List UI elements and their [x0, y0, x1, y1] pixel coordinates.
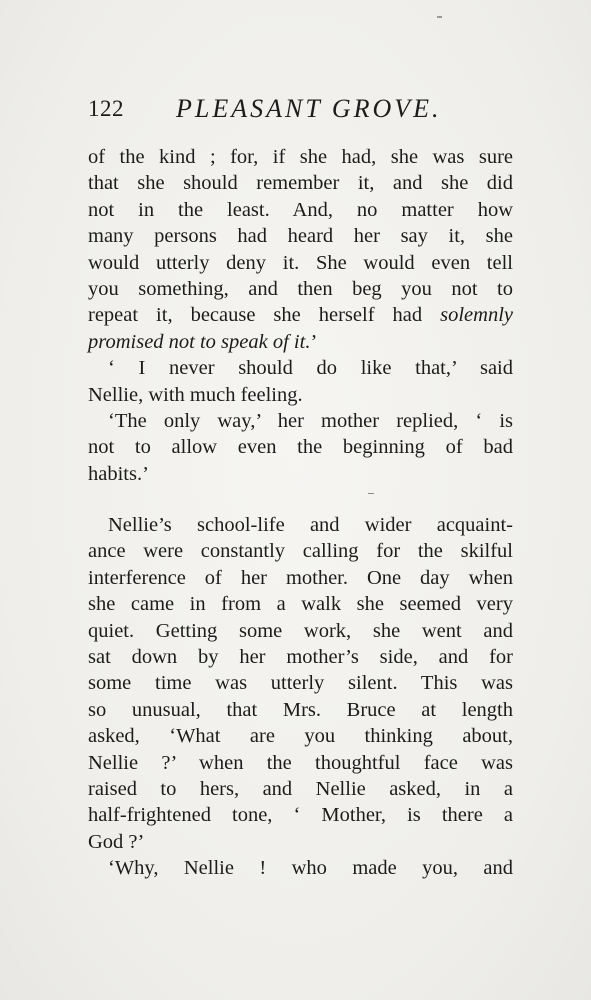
text-line-with-emphasis — [88, 302, 513, 328]
section-break-mark — [368, 493, 374, 494]
text-line: ‘Why, Nellie ! who made you, and — [108, 857, 513, 880]
text-line: ‘The only way,’ her mother replied, ‘ is — [108, 409, 513, 432]
emphasized-text: solemnly — [440, 304, 513, 327]
print-speck — [437, 16, 442, 18]
emphasized-text: promised not to speak of it. — [88, 330, 311, 353]
text-line: Nellie, with much feeling. — [88, 383, 303, 406]
text-line-emphasis — [88, 329, 513, 355]
text-line: interference of her mother. One day when — [88, 566, 513, 589]
text-line: ance were constantly calling for the skilful — [88, 540, 513, 563]
body-text-upper — [88, 144, 513, 487]
text-fragment: repeat it, because she herself had — [88, 304, 423, 327]
text-line: raised to hers, and Nellie asked, in a — [88, 777, 513, 800]
text-line: she came in from a walk she seemed very — [88, 593, 513, 616]
running-head — [88, 94, 528, 128]
text-line: that she should remember it, and she did — [88, 172, 513, 195]
text-line: some time was utterly silent. This was — [88, 672, 513, 695]
page-title: PLEASANT GROVE. — [176, 94, 442, 123]
text-line: Nellie ?’ when the thoughtful face was — [88, 751, 513, 774]
text-line: not to allow even the beginning of bad — [88, 436, 513, 459]
text-line: many persons had heard her say it, she — [88, 225, 513, 248]
page-number: 122 — [88, 96, 124, 121]
text-line: would utterly deny it. She would even tell — [88, 251, 513, 274]
text-line: not in the least. And, no matter how — [88, 198, 513, 221]
text-line: Nellie’s school-life and wider acquaint- — [108, 514, 513, 536]
body-text-lower — [88, 512, 513, 881]
text-line: half-frightened tone, ‘ Mother, is there a — [88, 804, 513, 827]
text-line: sat down by her mother’s side, and for — [88, 645, 513, 668]
text-line: habits.’ — [88, 462, 149, 485]
text-line: asked, ‘What are you thinking about, — [88, 725, 513, 748]
closing-quote: ’ — [310, 330, 318, 353]
text-line: you something, and then beg you not to — [88, 277, 513, 300]
text-line: of the kind ; for, if she had, she was sure — [88, 146, 513, 168]
text-line: God ?’ — [88, 830, 145, 853]
text-line: so unusual, that Mrs. Bruce at length — [88, 698, 513, 721]
text-line: quiet. Getting some work, she went and — [88, 619, 513, 642]
text-line: ‘ I never should do like that,’ said — [108, 357, 513, 380]
